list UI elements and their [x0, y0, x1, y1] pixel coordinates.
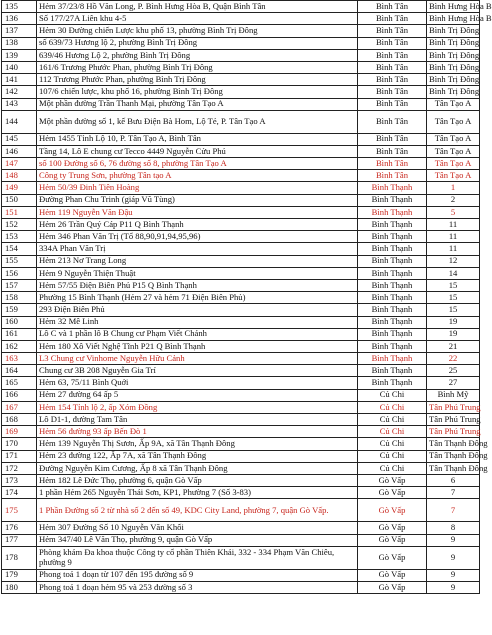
address-cell: Hẻm 1455 Tỉnh Lộ 10, P. Tân Tạo A, Bình Tân	[37, 133, 358, 145]
address-cell: Hẻm 139 Nguyễn Thị Sươn, Ấp 9A, xã Tân Thạnh Đông	[37, 438, 358, 450]
row-number-cell: 163	[2, 353, 37, 365]
table-row	[2, 522, 480, 534]
table-body	[2, 0, 492, 594]
table-row	[2, 581, 480, 593]
ward-cell: 15	[427, 292, 480, 304]
ward-cell: 2	[427, 194, 480, 206]
address-cell: Đường Nguyễn Kim Cương, Ấp 8 xã Tân Thạnh Đông	[37, 462, 358, 474]
district-cell: Bình Tân	[358, 13, 427, 25]
address-cell: 639/46 Hương Lộ 2, phường Bình Trị Đông	[37, 49, 358, 61]
table-row	[2, 231, 480, 243]
district-cell: Gò Vấp	[358, 487, 427, 499]
row-number-cell: 158	[2, 292, 37, 304]
ward-cell: 5	[427, 206, 480, 218]
table-row	[2, 487, 480, 499]
ward-cell: 14	[427, 267, 480, 279]
district-cell: Bình Tân	[358, 145, 427, 157]
ward-cell: Bình Hưng Hòa B	[427, 13, 480, 25]
table-row	[2, 267, 480, 279]
ward-cell: Tân Tạo A	[427, 110, 480, 133]
row-number-cell: 156	[2, 267, 37, 279]
ward-cell: 9	[427, 581, 480, 593]
address-cell: Công ty Trung Sơn, phường Tân tạo A	[37, 170, 358, 182]
ward-cell: Bình Trị Đông	[427, 25, 480, 37]
ward-cell: Tân Tạo A	[427, 98, 480, 110]
table-row	[2, 304, 480, 316]
address-cell: Đường Phan Chu Trinh (giáp Vũ Tùng)	[37, 194, 358, 206]
table-row	[2, 255, 480, 267]
table-row	[2, 206, 480, 218]
ward-cell: Tân Tạo A	[427, 170, 480, 182]
ward-cell: 8	[427, 522, 480, 534]
table-row	[2, 74, 480, 86]
address-cell: 1 Phần Đường số 2 từ nhà số 2 đến số 49, KDC City Land, phường 7, quận Gò Vấp.	[37, 499, 358, 522]
district-cell: Bình Thạnh	[358, 243, 427, 255]
address-cell: Hẻm 27 đường 64 ấp 5	[37, 389, 358, 401]
district-cell: Bình Tân	[358, 158, 427, 170]
table-row	[2, 474, 480, 486]
ward-cell: 7	[427, 499, 480, 522]
table-row	[2, 182, 480, 194]
row-number-cell: 171	[2, 450, 37, 462]
table-row	[2, 158, 480, 170]
address-cell: 293 Điện Biên Phủ	[37, 304, 358, 316]
district-cell: Bình Tân	[358, 37, 427, 49]
table-row	[2, 145, 480, 157]
district-cell: Bình Thạnh	[358, 316, 427, 328]
row-number-cell: 149	[2, 182, 37, 194]
address-cell: Hẻm 57/55 Điện Biên Phủ P15 Q Bình Thạnh	[37, 279, 358, 291]
ward-cell: Bình Trị Đông	[427, 49, 480, 61]
ward-cell: Bình Trị Đông	[427, 61, 480, 73]
table-row	[2, 499, 480, 522]
table-row	[2, 401, 480, 413]
ward-cell: 22	[427, 353, 480, 365]
table-row	[2, 450, 480, 462]
table-row	[2, 414, 480, 426]
table-row	[2, 389, 480, 401]
address-cell: Phòng khám Đa khoa thuộc Công ty cổ phần Thiên Khải, 332 - 334 Phạm Văn Chiêu, phường 9	[37, 546, 358, 569]
district-cell: Bình Thạnh	[358, 206, 427, 218]
district-cell: Bình Tân	[358, 170, 427, 182]
district-cell: Bình Tân	[358, 86, 427, 98]
row-number-cell: 168	[2, 414, 37, 426]
district-cell: Gò Vấp	[358, 546, 427, 569]
district-cell: Củ Chi	[358, 389, 427, 401]
ward-cell: 21	[427, 340, 480, 352]
row-number-cell: 141	[2, 74, 37, 86]
row-number-cell: 154	[2, 243, 37, 255]
address-cell: Một phần đường số 1, kế Bưu Điện Bà Hom, Lộ Tẻ, P. Tân Tạo A	[37, 110, 358, 133]
table-row	[2, 133, 480, 145]
ward-cell: Tân Phú Trung	[427, 414, 480, 426]
row-number-cell: 139	[2, 49, 37, 61]
row-number-cell: 147	[2, 158, 37, 170]
table-row	[2, 279, 480, 291]
ward-cell: 27	[427, 377, 480, 389]
table-row	[2, 328, 480, 340]
address-cell: Hẻm 23 đường 122, Ấp 7A, xã Tân Thạnh Đông	[37, 450, 358, 462]
table-row	[2, 170, 480, 182]
row-number-cell: 159	[2, 304, 37, 316]
row-number-cell: 161	[2, 328, 37, 340]
table-row	[2, 1, 480, 13]
district-cell: Bình Thạnh	[358, 377, 427, 389]
row-number-cell: 146	[2, 145, 37, 157]
address-cell: 161/6 Trương Phước Phan, phường Bình Trị Đông	[37, 61, 358, 73]
row-number-cell: 138	[2, 37, 37, 49]
district-cell: Củ Chi	[358, 414, 427, 426]
district-cell: Gò Vấp	[358, 581, 427, 593]
row-number-cell: 164	[2, 365, 37, 377]
ward-cell: Tân Phú Trung	[427, 426, 480, 438]
district-cell: Bình Thạnh	[358, 194, 427, 206]
district-cell: Bình Thạnh	[358, 292, 427, 304]
table-row	[2, 316, 480, 328]
district-cell: Củ Chi	[358, 426, 427, 438]
address-cell: Hẻm 213 Nơ Trang Long	[37, 255, 358, 267]
address-cell: Hẻm 154 Tỉnh lộ 2, ấp Xóm Đồng	[37, 401, 358, 413]
ward-cell: Tân Tạo A	[427, 133, 480, 145]
table-row	[2, 365, 480, 377]
row-number-cell: 145	[2, 133, 37, 145]
ward-cell: 11	[427, 231, 480, 243]
address-cell: Hẻm 347/40 Lê Văn Thọ, phường 9, quận Gò Vấp	[37, 534, 358, 546]
district-cell: Bình Thạnh	[358, 328, 427, 340]
address-cell: 1 phần Hẻm 265 Nguyễn Thái Sơn, KP1, Phường 7 (Số 3-83)	[37, 487, 358, 499]
row-number-cell: 155	[2, 255, 37, 267]
ward-cell: 1	[427, 182, 480, 194]
row-number-cell: 150	[2, 194, 37, 206]
row-number-cell: 178	[2, 546, 37, 569]
district-cell: Bình Tân	[358, 98, 427, 110]
row-number-cell: 142	[2, 86, 37, 98]
address-cell: Một phần đường Trần Thanh Mại, phường Tân Tạo A	[37, 98, 358, 110]
row-number-cell: 136	[2, 13, 37, 25]
district-cell: Bình Thạnh	[358, 255, 427, 267]
ward-cell: 9	[427, 534, 480, 546]
address-cell: Hẻm 30 Đường chiến Lược khu phố 13, phường Bình Trị Đông	[37, 25, 358, 37]
address-cell: Hẻm 50/39 Đinh Tiên Hoàng	[37, 182, 358, 194]
row-number-cell: 177	[2, 534, 37, 546]
address-cell: Hẻm 182 Lê Đức Thọ, phường 6, quận Gò Vấp	[37, 474, 358, 486]
address-cell: Hẻm 180 Xô Viết Nghệ Tĩnh P21 Q Bình Thạnh	[37, 340, 358, 352]
row-number-cell: 148	[2, 170, 37, 182]
row-number-cell: 174	[2, 487, 37, 499]
address-cell: Hẻm 56 đường 93 ấp Bến Đò 1	[37, 426, 358, 438]
district-cell: Bình Thạnh	[358, 365, 427, 377]
table-row	[2, 462, 480, 474]
address-cell: 112 Trương Phước Phan, phường Bình Trị Đông	[37, 74, 358, 86]
address-cell: Hẻm 346 Phan Văn Trị (Tổ 88,90,91,94,95,96)	[37, 231, 358, 243]
district-cell: Bình Tân	[358, 49, 427, 61]
district-cell: Bình Thạnh	[358, 219, 427, 231]
table-row	[2, 243, 480, 255]
district-cell: Bình Tân	[358, 110, 427, 133]
ward-cell: Bình Trị Đông	[427, 74, 480, 86]
address-cell: Hẻm 26 Trần Quý Cáp P11 Q Bình Thạnh	[37, 219, 358, 231]
table-row	[2, 534, 480, 546]
row-number-cell: 151	[2, 206, 37, 218]
ward-cell: 15	[427, 279, 480, 291]
address-cell: Lô D1-1, đường Tam Tân	[37, 414, 358, 426]
table-row	[2, 292, 480, 304]
address-cell: Số 177/27A Liên khu 4-5	[37, 13, 358, 25]
table-row	[2, 426, 480, 438]
table-row	[2, 438, 480, 450]
district-cell: Bình Thạnh	[358, 340, 427, 352]
address-cell: Tầng 14, Lô E chung cư Tecco 4449 Nguyễn Cửu Phú	[37, 145, 358, 157]
ward-cell: 19	[427, 316, 480, 328]
row-number-cell: 179	[2, 569, 37, 581]
row-number-cell: 137	[2, 25, 37, 37]
table-row	[2, 353, 480, 365]
row-number-cell: 144	[2, 110, 37, 133]
address-cell: Hẻm 37/23/8 Hồ Văn Long, P. Bình Hưng Hòa B, Quận Bình Tân	[37, 1, 358, 13]
ward-cell: 9	[427, 546, 480, 569]
district-cell: Củ Chi	[358, 401, 427, 413]
ward-cell: Tân Tạo A	[427, 145, 480, 157]
table-row	[2, 219, 480, 231]
address-cell: 334A Phan Văn Trị	[37, 243, 358, 255]
ward-cell: Bình Mỹ	[427, 389, 480, 401]
address-cell: Phong toả 1 đoạn từ 107 đến 195 đường số 9	[37, 569, 358, 581]
district-cell: Gò Vấp	[358, 522, 427, 534]
district-cell: Bình Thạnh	[358, 182, 427, 194]
ward-cell: 19	[427, 328, 480, 340]
row-number-cell: 166	[2, 389, 37, 401]
ward-cell: 11	[427, 219, 480, 231]
row-number-cell: 160	[2, 316, 37, 328]
table-row	[2, 569, 480, 581]
row-number-cell: 143	[2, 98, 37, 110]
district-cell: Gò Vấp	[358, 534, 427, 546]
row-number-cell: 172	[2, 462, 37, 474]
table-row	[2, 13, 480, 25]
address-cell: Hẻm 63, 75/11 Bình Quới	[37, 377, 358, 389]
ward-cell: 6	[427, 474, 480, 486]
district-cell: Gò Vấp	[358, 499, 427, 522]
table-row	[2, 98, 480, 110]
ward-cell: 11	[427, 243, 480, 255]
district-cell: Gò Vấp	[358, 474, 427, 486]
district-cell: Bình Thạnh	[358, 231, 427, 243]
address-cell: Phường 15 Bình Thạnh (Hẻm 27 và hẻm 71 Điện Biên Phủ)	[37, 292, 358, 304]
table-row	[2, 49, 480, 61]
lockdown-area-table	[1, 0, 492, 594]
row-number-cell: 173	[2, 474, 37, 486]
district-cell: Bình Tân	[358, 133, 427, 145]
table-row	[2, 61, 480, 73]
ward-cell: 15	[427, 304, 480, 316]
table-row	[2, 377, 480, 389]
address-cell: Hẻm 9 Nguyễn Thiện Thuật	[37, 267, 358, 279]
district-cell: Bình Thạnh	[358, 267, 427, 279]
row-number-cell: 140	[2, 61, 37, 73]
district-cell: Bình Thạnh	[358, 353, 427, 365]
address-cell: Chung cư 3B 208 Nguyễn Gia Trí	[37, 365, 358, 377]
ward-cell: Bình Trị Đông	[427, 86, 480, 98]
address-cell: Hẻm 307 Đường Số 10 Nguyễn Văn Khối	[37, 522, 358, 534]
row-number-cell: 176	[2, 522, 37, 534]
address-cell: L3 Chung cư Vinhome Nguyễn Hữu Cảnh	[37, 353, 358, 365]
row-number-cell: 167	[2, 401, 37, 413]
row-number-cell: 162	[2, 340, 37, 352]
row-number-cell: 165	[2, 377, 37, 389]
row-number-cell: 170	[2, 438, 37, 450]
address-cell: 107/6 chiến lược, khu phố 16, phường Bình Trị Đông	[37, 86, 358, 98]
table-row	[2, 37, 480, 49]
table-row	[2, 546, 480, 569]
ward-cell: Tân Thạnh Đông	[427, 462, 480, 474]
table-row	[2, 25, 480, 37]
ward-cell: Tân Thạnh Đông	[427, 438, 480, 450]
row-number-cell: 169	[2, 426, 37, 438]
row-number-cell: 152	[2, 219, 37, 231]
table-row	[2, 340, 480, 352]
district-cell: Bình Thạnh	[358, 304, 427, 316]
row-number-cell: 175	[2, 499, 37, 522]
district-cell: Gò Vấp	[358, 569, 427, 581]
ward-cell: Tân Thạnh Đông	[427, 450, 480, 462]
district-cell: Củ Chi	[358, 462, 427, 474]
address-cell: Lô C và 1 phần lô B Chung cư Phạm Viết Chánh	[37, 328, 358, 340]
ward-cell: 12	[427, 255, 480, 267]
row-number-cell: 180	[2, 581, 37, 593]
ward-cell: 25	[427, 365, 480, 377]
district-cell: Bình Tân	[358, 25, 427, 37]
district-cell: Bình Tân	[358, 61, 427, 73]
address-cell: số 639/73 Hương lộ 2, phường Bình Trị Đông	[37, 37, 358, 49]
address-cell: Hẻm 119 Nguyễn Văn Đậu	[37, 206, 358, 218]
district-cell: Bình Thạnh	[358, 279, 427, 291]
address-cell: số 100 Đường số 6, 76 đường số 8, phường Tân Tạo A	[37, 158, 358, 170]
row-number-cell: 135	[2, 1, 37, 13]
ward-cell: Bình Hưng Hòa B	[427, 1, 480, 13]
table-row	[2, 86, 480, 98]
table-row	[2, 110, 480, 133]
row-number-cell: 157	[2, 279, 37, 291]
ward-cell: 7	[427, 487, 480, 499]
table-row	[2, 194, 480, 206]
ward-cell: Bình Trị Đông	[427, 37, 480, 49]
address-cell: Hẻm 32 Mê Linh	[37, 316, 358, 328]
ward-cell: 9	[427, 569, 480, 581]
district-cell: Bình Tân	[358, 1, 427, 13]
district-cell: Củ Chi	[358, 438, 427, 450]
district-cell: Bình Tân	[358, 74, 427, 86]
ward-cell: Tân Tạo A	[427, 158, 480, 170]
address-cell: Phong toả 1 đoạn hẻm 95 và 253 đường số 3	[37, 581, 358, 593]
ward-cell: Tân Phú Trung	[427, 401, 480, 413]
row-number-cell: 153	[2, 231, 37, 243]
district-cell: Củ Chi	[358, 450, 427, 462]
